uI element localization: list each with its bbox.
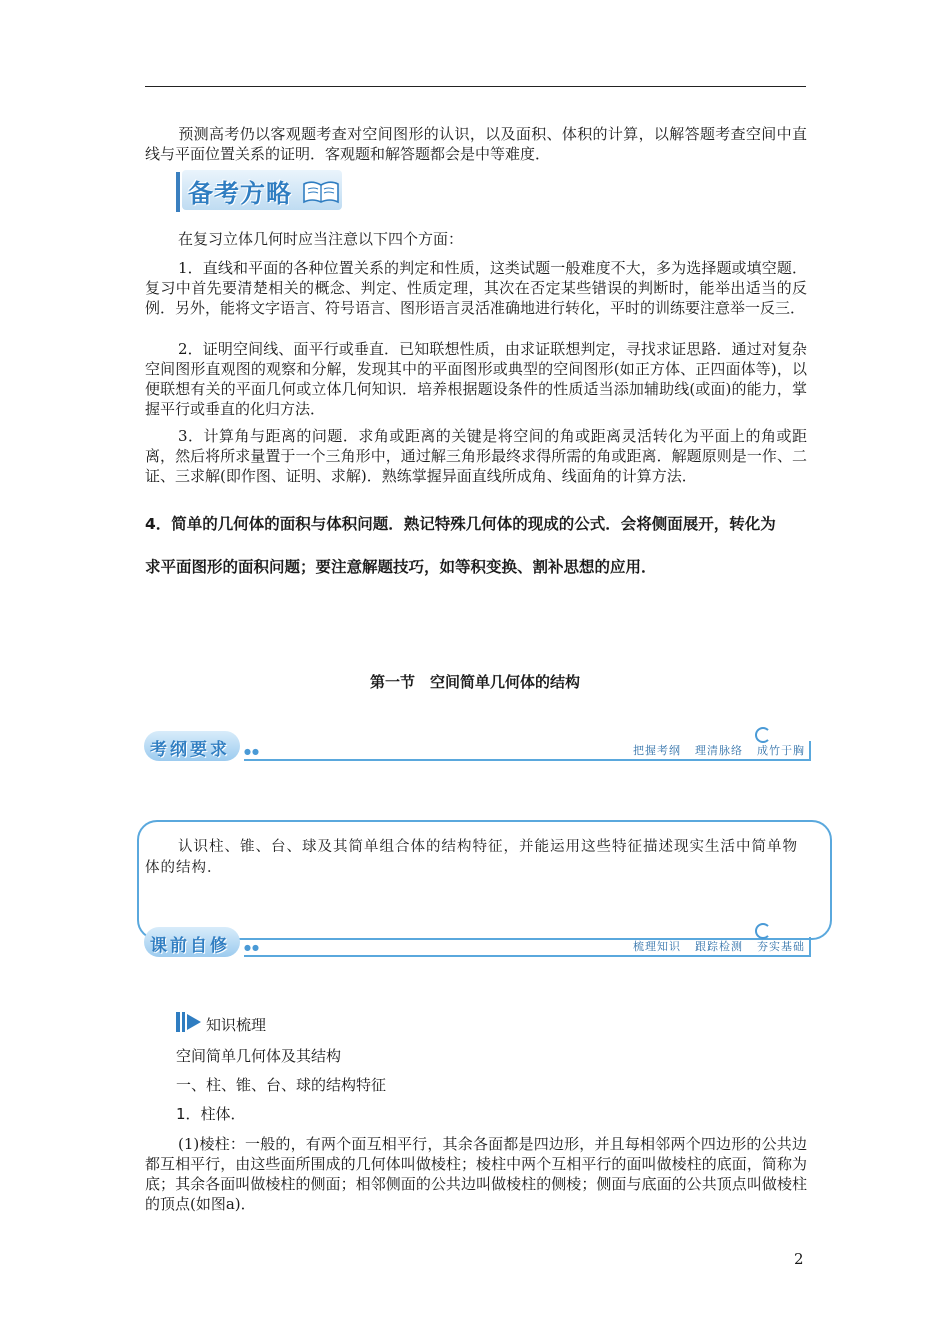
item-prism-title: 1．柱体．: [176, 1105, 246, 1123]
swirl-icon: [755, 727, 771, 743]
intro-paragraph: 预测高考仍以客观题考查对空间图形的认识，以及面积、体积的计算，以解答题考查空间中直线与平面位置关系的证明．客观题和解答题都会是中等难度．: [145, 125, 807, 163]
ribbon-dots-icon: ●●: [244, 943, 260, 952]
self-study-ribbon-label: 课前自修: [150, 936, 230, 956]
strategy-point-2: 2．证明空间线、面平行或垂直．已知联想性质，由求证联想判定，寻找求证思路．通过对复杂空间图形直观图的观察和分解，发现其中的平面图形或典型的空间图形(如正方体、正四面体等)，以便联想有关的平面几何或立体几何知识．培养根据题设条件的性质适当添加辅助线(或面)的能力，掌握平行或垂直的化归方法．: [145, 340, 807, 418]
bars-play-icon: [176, 1012, 204, 1032]
subheading-structures: 空间简单几何体及其结构: [176, 1047, 342, 1065]
ribbon-dots-icon: ●●: [244, 747, 260, 756]
open-book-icon: [302, 180, 340, 204]
self-study-ribbon-tags: 梳理知识 跟踪检测 夯实基础: [633, 940, 805, 953]
header-rule: [145, 86, 806, 87]
section-title: 第一节 空间简单几何体的结构: [369, 673, 580, 691]
syllabus-ribbon: [144, 727, 811, 763]
subheading-features: 一、柱、锥、台、球的结构特征: [176, 1076, 387, 1094]
strategy-banner: [176, 170, 344, 212]
strategy-point-3: 3．计算角与距离的问题．求角或距离的关键是将空间的角或距离灵活转化为平面上的角或距离，然后将所求量置于一个三角形中，通过解三角形最终求得所需的角或距离．解题原则是一作、二证、三求解(即作图、证明、求解)．熟练掌握异面直线所成角、线面角的计算方法．: [145, 427, 807, 485]
syllabus-ribbon-label: 考纲要求: [150, 740, 230, 760]
swirl-icon: [755, 923, 771, 939]
requirement-text: 认识柱、锥、台、球及其简单组合体的结构特征，并能运用这些特征描述现实生活中简单物体的结构．: [145, 839, 798, 876]
self-study-ribbon: [144, 923, 811, 959]
page-number: 2: [794, 1250, 804, 1268]
prism-definition: (1)棱柱：一般的，有两个面互相平行，其余各面都是四边形，并且每相邻两个四边形的公共边都互相平行，由这些面所围成的几何体叫做棱柱；棱柱中两个互相平行的面叫做棱柱的底面，简称为底；其余各面叫做棱柱的侧面；相邻侧面的公共边叫做棱柱的侧棱；侧面与底面的公共顶点叫做棱柱的顶点(如图a)．: [145, 1135, 807, 1213]
strategy-point-4-line2: 求平面图形的面积问题；要注意解题技巧，如等积变换、割补思想的应用．: [145, 558, 657, 576]
strategy-banner-title: 备考方略: [188, 179, 293, 208]
strategy-point-4-line1: 4．简单的几何体的面积与体积问题．熟记特殊几何体的现成的公式．会将侧面展开，转化为: [145, 515, 776, 533]
knowledge-heading-label: 知识梳理: [206, 1016, 267, 1034]
strategy-intro: 在复习立体几何时应当注意以下四个方面：: [178, 230, 464, 248]
syllabus-ribbon-tags: 把握考纲 理清脉络 成竹于胸: [633, 744, 805, 757]
strategy-point-1: 1．直线和平面的各种位置关系的判定和性质，这类试题一般难度不大，多为选择题或填空题．复习中首先要清楚相关的概念、判定、性质定理，其次在否定某些错误的判断时，能举出适当的反例．另外，能将文字语言、符号语言、图形语言灵活准确地进行转化，平时的训练要注意举一反三．: [145, 259, 807, 317]
